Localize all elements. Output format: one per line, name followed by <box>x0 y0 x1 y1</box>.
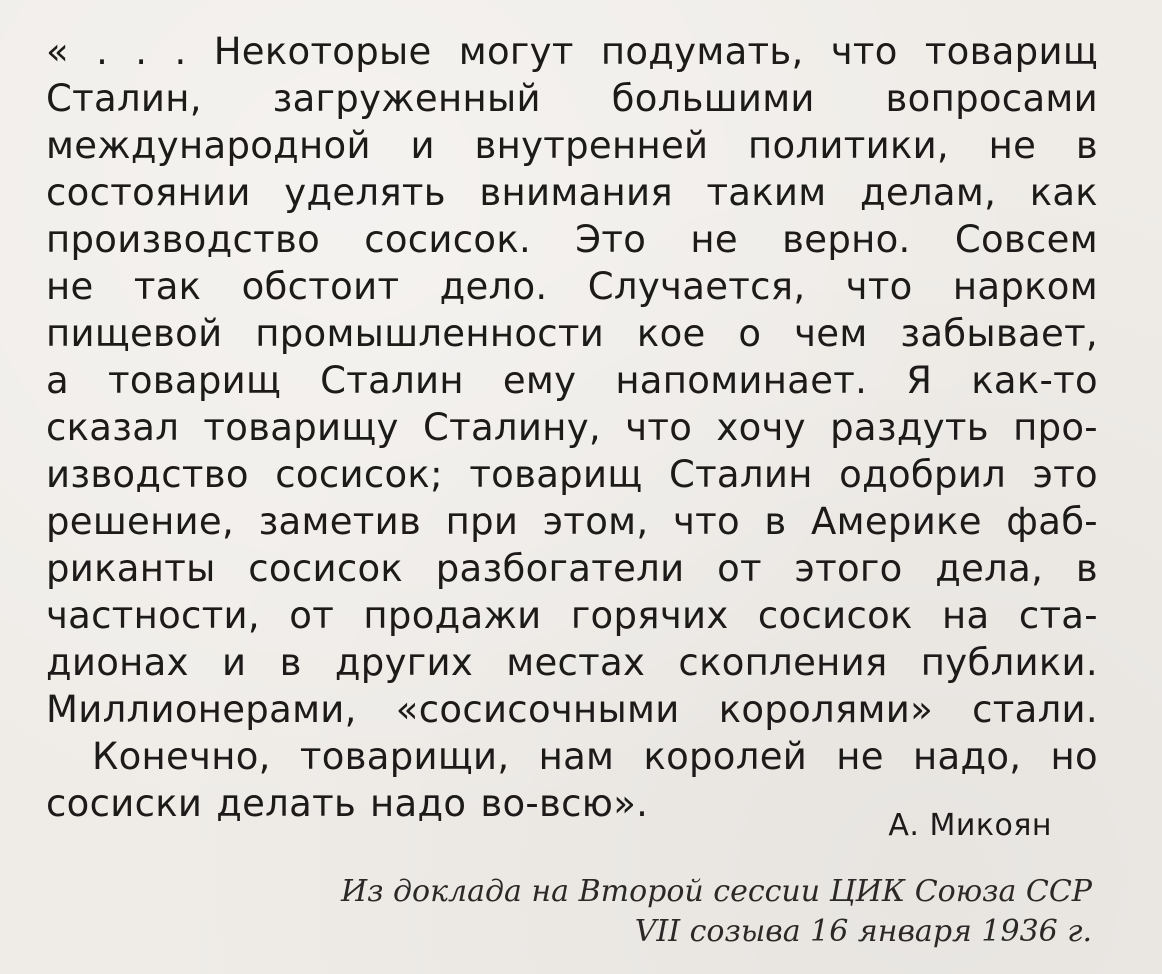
quote-word: вопросами <box>885 77 1098 120</box>
quote-word: ста- <box>1018 594 1098 637</box>
quote-word: верно. <box>782 218 911 261</box>
quote-word: сосисок. <box>364 218 532 261</box>
quote-word: дионах <box>46 641 189 684</box>
quote-word: товарищ <box>924 30 1098 73</box>
quote-word: дело. <box>439 265 548 308</box>
quote-word: одобрил <box>839 453 1007 496</box>
quote-word: надо, <box>912 735 1022 778</box>
quote-word: и <box>410 124 435 167</box>
quote-word: Случается, <box>587 265 806 308</box>
quote-word: пищевой <box>46 312 223 355</box>
quote-word: в <box>1075 547 1098 590</box>
source-citation <box>341 872 1092 952</box>
quote-word: товарищи, <box>299 735 510 778</box>
quote-line-10 <box>46 451 1098 498</box>
quote-word: скопления <box>678 641 888 684</box>
quote-line-16 <box>46 733 1098 780</box>
quote-word: других <box>334 641 474 684</box>
quote-word: внимания <box>479 171 673 214</box>
quote-word: и <box>222 641 247 684</box>
quote-word: а <box>46 359 69 402</box>
quote-word: как-то <box>971 359 1098 402</box>
quote-word: товарищ <box>107 359 282 402</box>
quote-word: . <box>135 30 148 73</box>
quote-word: что <box>625 406 693 449</box>
quote-word: что <box>672 500 740 543</box>
quote-word: стали. <box>972 688 1098 731</box>
quote-line-6 <box>46 263 1098 310</box>
quote-word: сосисок; <box>275 453 443 496</box>
quote-word: не <box>988 124 1037 167</box>
quote-word: «сосисочными <box>395 688 680 731</box>
quote-word: риканты <box>46 547 216 590</box>
quote-word: в <box>1075 124 1098 167</box>
quote-word: решение, <box>46 500 235 543</box>
quote-word: во-всю». <box>480 782 649 825</box>
quote-word: ему <box>502 359 577 402</box>
quote-word: чем <box>794 312 868 355</box>
quote-word: уделять <box>284 171 446 214</box>
quote-word: сказал <box>46 406 180 449</box>
author-signature: А. Микоян <box>888 808 1052 843</box>
quote-line-3 <box>46 122 1098 169</box>
quote-word: промышленности <box>255 312 605 355</box>
quote-word: Сталин <box>668 453 813 496</box>
quote-word: Америке <box>811 500 982 543</box>
quote-word: не <box>690 218 738 261</box>
quote-word: Это <box>575 218 647 261</box>
quote-line-4 <box>46 169 1098 216</box>
quote-word: Совсем <box>954 218 1098 261</box>
quote-word: сосисок <box>757 594 913 637</box>
quote-line-1 <box>46 28 1098 75</box>
quote-line-8 <box>46 357 1098 404</box>
quote-text <box>46 28 1098 827</box>
quote-word: нарком <box>952 265 1098 308</box>
quote-line-14 <box>46 639 1098 686</box>
quote-word: состоянии <box>46 171 251 214</box>
quote-word: королями» <box>718 688 934 731</box>
quote-word: от <box>289 594 335 637</box>
quote-word: обстоит <box>241 265 400 308</box>
quote-word: Сталин <box>320 359 464 402</box>
quote-word: так <box>133 265 202 308</box>
quote-line-2 <box>46 75 1098 122</box>
quote-word: Я <box>906 359 933 402</box>
quote-word: горячих <box>570 594 729 637</box>
quote-word: Сталин, <box>46 77 202 120</box>
quote-word: местах <box>506 641 646 684</box>
source-line-2: VII созыва 16 января 1936 г. <box>634 914 1092 949</box>
quote-word: политики, <box>748 124 949 167</box>
quote-word: товарищу <box>203 406 399 449</box>
quote-word: « <box>46 30 69 73</box>
quote-word: нам <box>538 735 615 778</box>
quote-word: королей <box>643 735 808 778</box>
quote-word: кое <box>636 312 706 355</box>
quote-word: Некоторые <box>213 30 432 73</box>
quote-line-13 <box>46 592 1098 639</box>
quote-word: сосисок <box>248 547 404 590</box>
quote-word: внутренней <box>474 124 709 167</box>
quote-line-7 <box>46 310 1098 357</box>
quote-word: Сталину, <box>422 406 601 449</box>
quote-line-9 <box>46 404 1098 451</box>
quote-word: о <box>738 312 762 355</box>
quote-line-5 <box>46 216 1098 263</box>
source-line-1: Из доклада на Второй сессии ЦИК Союза ССР <box>340 874 1092 909</box>
quote-word: дела, <box>935 547 1044 590</box>
quote-word: это <box>1032 453 1098 496</box>
quote-line-15 <box>46 686 1098 733</box>
quote-word: международной <box>46 124 371 167</box>
quote-word: производство <box>46 218 320 261</box>
quote-word: сосиски <box>46 782 203 825</box>
quote-word: заметив <box>258 500 422 543</box>
quote-word: . <box>174 30 187 73</box>
quote-word: забывает, <box>900 312 1098 355</box>
quote-word: в <box>764 500 787 543</box>
quote-word: публики. <box>920 641 1098 684</box>
quote-word: раздуть <box>830 406 989 449</box>
quote-word: но <box>1050 735 1098 778</box>
quote-word: не <box>836 735 884 778</box>
quote-word: большими <box>611 77 815 120</box>
quote-word: товарищ <box>469 453 643 496</box>
quote-word: от <box>717 547 762 590</box>
quote-word: Миллионерами, <box>46 688 357 731</box>
quote-word: что <box>845 265 913 308</box>
quote-word: делам, <box>860 171 997 214</box>
quote-word: этого <box>794 547 903 590</box>
quote-word: разбогатели <box>435 547 685 590</box>
quote-word: таким <box>706 171 827 214</box>
quote-word: загруженный <box>272 77 541 120</box>
quote-word: напоминает. <box>615 359 868 402</box>
quote-word: продажи <box>363 594 542 637</box>
quote-word: хочу <box>716 406 806 449</box>
quote-word: могут <box>458 30 574 73</box>
quote-word: про- <box>1013 406 1098 449</box>
quote-word: этом, <box>542 500 649 543</box>
quote-line-11 <box>46 498 1098 545</box>
quote-word: Конечно, <box>92 735 271 778</box>
quote-word: делать <box>216 782 357 825</box>
quote-word: фаб- <box>1006 500 1098 543</box>
quote-word: изводство <box>46 453 249 496</box>
quote-word: при <box>445 500 519 543</box>
quote-line-12 <box>46 545 1098 592</box>
quote-word: надо <box>370 782 467 825</box>
quote-word: как <box>1029 171 1098 214</box>
quote-word: на <box>942 594 990 637</box>
quote-word: . <box>96 30 109 73</box>
quote-word: подумать, <box>600 30 804 73</box>
quote-word: не <box>46 265 94 308</box>
quote-word: частности, <box>46 594 260 637</box>
quote-word: в <box>279 641 302 684</box>
quote-word: что <box>830 30 898 73</box>
